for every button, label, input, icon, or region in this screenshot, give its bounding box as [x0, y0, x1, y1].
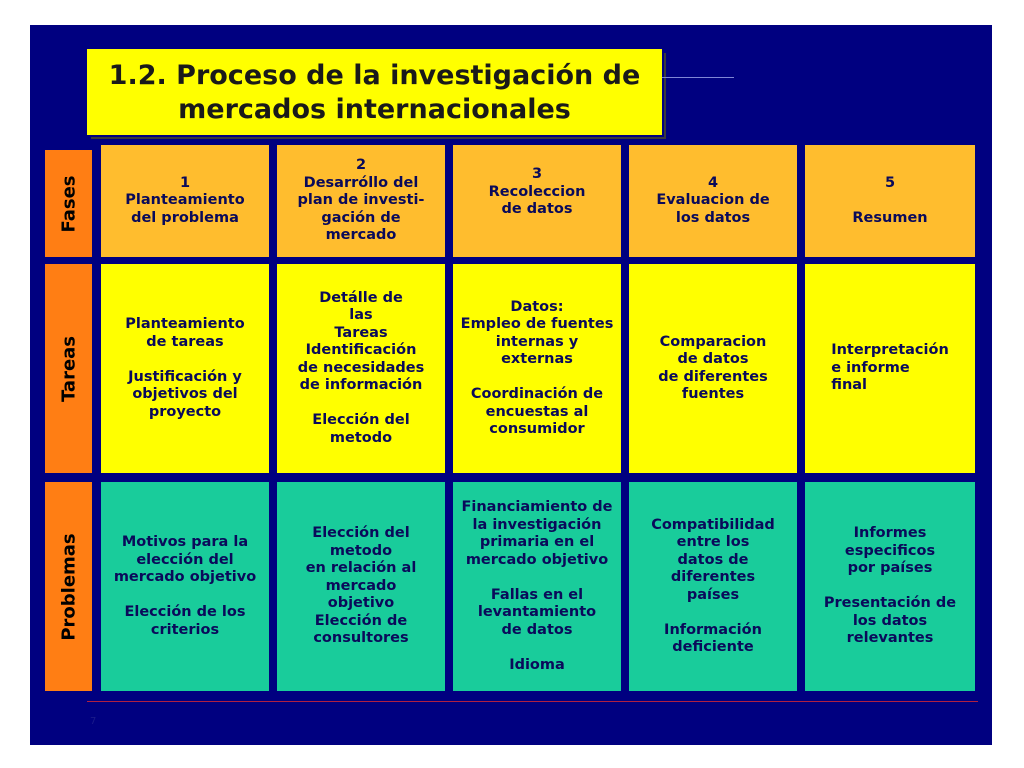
- fase-cell-1: [101, 145, 269, 257]
- tarea-text-1: Planteamiento de tareas Justificación y objetivos del proyecto: [125, 316, 245, 420]
- fase-text-1: 1 Planteamiento del problema: [125, 174, 245, 226]
- problema-cell-2: [277, 482, 445, 691]
- fase-cell-4: [629, 145, 797, 257]
- title-box: [87, 49, 662, 135]
- fase-text-3: 3 Recoleccion de datos: [488, 166, 586, 217]
- problema-text-2: Elección del metodo en relación al mercado objetivo Elección de consultores: [305, 525, 417, 647]
- title-divider-line: [662, 77, 734, 78]
- fase-cell-5: [805, 145, 975, 257]
- tarea-cell-1: [101, 264, 269, 473]
- tarea-cell-3: [453, 264, 621, 473]
- fase-text-4: 4 Evaluacion de los datos: [656, 174, 770, 226]
- tarea-cell-4: [629, 264, 797, 473]
- tarea-text-2: Detálle de las Tareas Identificación de necesidades de información Elección del metodo: [297, 289, 425, 446]
- slide-title: 1.2. Proceso de la investigación de mercados internacionales: [108, 60, 641, 125]
- page-number: 7: [90, 716, 97, 727]
- row-label-problemas: [45, 482, 92, 691]
- tarea-text-4: Comparacion de datos de diferentes fuentes: [658, 333, 768, 402]
- problema-text-5: Informes especificos por países Presentación de los datos relevantes: [823, 525, 957, 647]
- fase-text-5: 5 Resumen: [852, 174, 928, 226]
- tarea-text-5: Interpretación e informe final: [831, 342, 949, 394]
- problema-text-4: Compatibilidad entre los datos de diferentes países Información deficiente: [651, 516, 775, 655]
- row-label-tareas: [45, 264, 92, 473]
- tarea-cell-2: [277, 264, 445, 473]
- row-label-fases: [45, 150, 92, 257]
- problema-cell-4: [629, 482, 797, 691]
- tarea-text-3: Datos: Empleo de fuentes internas y externas Coordinación de encuestas al consumidor: [460, 298, 614, 437]
- row-label-problemas-text: Problemas: [58, 532, 79, 641]
- fase-text-2: 2 Desarróllo del plan de investi- gación de mercado: [297, 157, 425, 244]
- problema-cell-1: [101, 482, 269, 691]
- problema-text-1: Motivos para la elección del mercado objetivo Elección de los criterios: [113, 534, 257, 638]
- fase-cell-3: [453, 145, 621, 257]
- tarea-cell-5: [805, 264, 975, 473]
- problema-cell-3: [453, 482, 621, 691]
- fase-cell-2: [277, 145, 445, 257]
- problema-cell-5: [805, 482, 975, 691]
- bottom-divider-line: [87, 701, 978, 702]
- row-label-tareas-text: Tareas: [58, 335, 79, 402]
- problema-text-3: Financiamiento de la investigación primaria en el mercado objetivo Fallas en el levantamiento de datos Idioma: [461, 499, 613, 673]
- row-label-fases-text: Fases: [58, 174, 79, 233]
